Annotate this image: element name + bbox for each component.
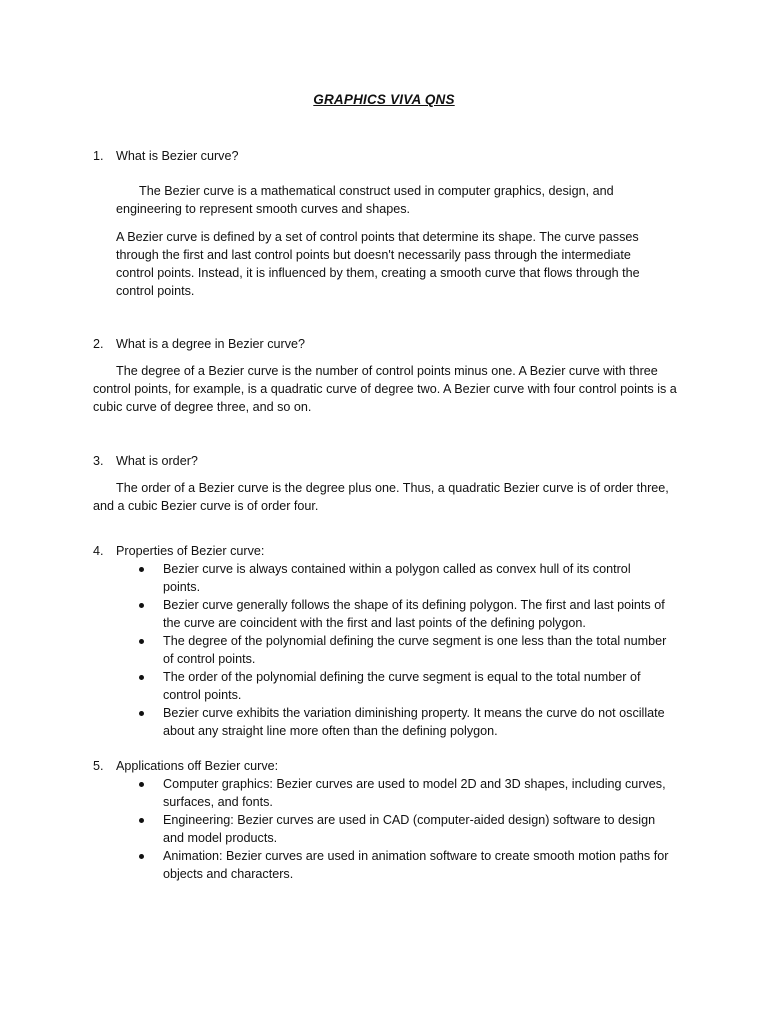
question-number: 3. (93, 454, 104, 468)
question-text: What is a degree in Bezier curve? (116, 337, 305, 351)
list-item (139, 596, 669, 632)
bullet-icon (139, 603, 144, 608)
question-4-heading (93, 542, 693, 560)
answer-paragraph: The Bezier curve is a mathematical construct used in computer graphics, design, and engineering to represent smooth curves and shapes. (116, 184, 614, 216)
question-2-section (93, 335, 693, 416)
list-item-text: Engineering: Bezier curves are used in CAD (computer-aided design) software to design and model products. (163, 813, 656, 845)
bullet-icon (139, 567, 144, 572)
list-item-text: The order of the polynomial defining the curve segment is equal to the total number of control points. (163, 670, 641, 702)
list-item (139, 775, 669, 811)
question-text: What is Bezier curve? (116, 149, 239, 163)
page-title: GRAPHICS VIVA QNS (313, 92, 455, 107)
question-number: 5. (93, 759, 104, 773)
list-item (139, 847, 669, 883)
list-item (139, 560, 669, 596)
bullet-icon (139, 782, 144, 787)
bullet-icon (139, 675, 144, 680)
list-item (139, 632, 669, 668)
question-text: What is order? (116, 454, 198, 468)
answer-paragraph: The degree of a Bezier curve is the number of control points minus one. A Bezier curve with three control points, for example, is a quadratic curve of degree two. A Bezier curve with four control points is a cubic curve of degree three, and so on. (93, 364, 677, 414)
question-text: Applications off Bezier curve: (116, 759, 279, 773)
bullet-icon (139, 639, 144, 644)
list-item-text: Computer graphics: Bezier curves are used to model 2D and 3D shapes, including curves, surfaces, and fonts. (163, 777, 666, 809)
bullet-icon (139, 818, 144, 823)
list-item-text: The degree of the polynomial defining the curve segment is one less than the total number of control points. (163, 634, 667, 666)
question-5-heading (93, 757, 693, 775)
question-3-heading (93, 452, 693, 470)
question-5-section (93, 757, 693, 883)
bullet-icon (139, 711, 144, 716)
list-item-text: Bezier curve is always contained within a polygon called as convex hull of its control points. (163, 562, 631, 594)
question-2-heading (93, 335, 693, 353)
list-item-text: Animation: Bezier curves are used in animation software to create smooth motion paths for objects and characters. (163, 849, 669, 881)
list-item (139, 704, 669, 740)
question-number: 2. (93, 337, 104, 351)
answer-paragraph: A Bezier curve is defined by a set of control points that determine its shape. The curve passes through the first and last control points but doesn't necessarily pass through the intermediate control points. Instead, it is influenced by them, creating a smooth curve that flows through the control points. (116, 230, 640, 298)
question-3-section (93, 452, 693, 515)
list-item (139, 811, 669, 847)
properties-list (139, 560, 669, 740)
answer-paragraph: The order of a Bezier curve is the degree plus one. Thus, a quadratic Bezier curve is of order three, and a cubic Bezier curve is of order four. (93, 481, 669, 513)
question-4-section (93, 542, 693, 740)
question-1-section (93, 147, 693, 300)
question-number: 4. (93, 544, 104, 558)
question-text: Properties of Bezier curve: (116, 544, 265, 558)
list-item (139, 668, 669, 704)
bullet-icon (139, 854, 144, 859)
question-number: 1. (93, 149, 104, 163)
question-1-heading (93, 147, 693, 165)
list-item-text: Bezier curve exhibits the variation diminishing property. It means the curve do not oscillate about any straight line more often than the defining polygon. (163, 706, 665, 738)
applications-list (139, 775, 669, 883)
list-item-text: Bezier curve generally follows the shape of its defining polygon. The first and last points of the curve are coincident with the first and last points of the defining polygon. (163, 598, 665, 630)
